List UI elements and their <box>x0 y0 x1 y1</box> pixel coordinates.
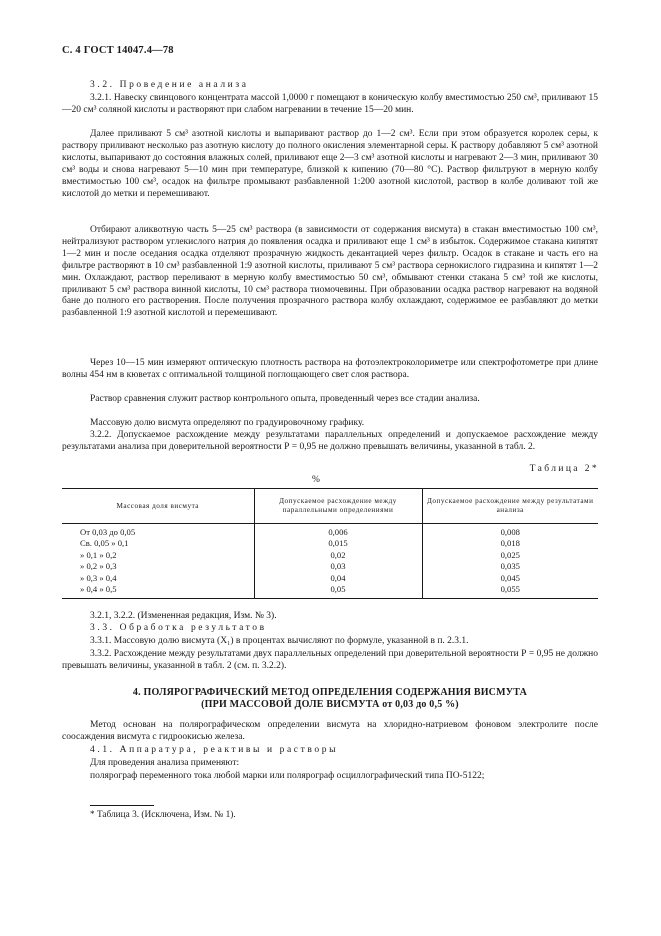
table-row <box>62 550 598 561</box>
table-unit: % <box>312 475 320 485</box>
cell-range: Св. 0,05 » 0,1 <box>80 538 129 549</box>
cell-range: От 0,03 до 0,05 <box>80 527 136 537</box>
revision-note: 3.2.1, 3.2.2. (Измененная редакция, Изм. № 3). <box>90 611 277 621</box>
paragraph-3-3-1: 3.3.1. Массовую долю висмута (X₁) в процентах вычисляют по формуле, указанной в п. 2.3.1. <box>90 636 469 646</box>
cell-parallel: 0,02 <box>254 550 422 561</box>
column-header-mass-fraction: Массовая доля висмута <box>62 489 254 524</box>
paragraph-calibration: Массовую долю висмута определяют по градуировочному графику. <box>90 418 365 428</box>
cell-range: » 0,1 » 0,2 <box>80 549 117 560</box>
table-row <box>62 573 598 584</box>
cell-range: » 0,2 » 0,3 <box>80 561 117 572</box>
cell-analysis: 0,018 <box>422 538 598 549</box>
paragraph-3-2-1: 3.2.1. Навеску свинцового концентрата массой 1,0000 г помещают в коническую колбу вместимостью 250 см³, приливают 15—20 см³ соляной кислоты и растворяют при слабом нагревании в течение 15—20 мин. <box>62 93 598 115</box>
cell-parallel: 0,006 <box>254 524 422 539</box>
section-4-1-heading: 4.1. Аппаратура, реактивы и растворы <box>90 745 339 755</box>
table-2-title: Таблица 2* <box>529 464 599 474</box>
cell-analysis: 0,055 <box>422 584 598 599</box>
cell-analysis: 0,045 <box>422 573 598 584</box>
paragraph-aliquot: Отбирают аликвотную часть 5—25 см³ раствора (в зависимости от содержания висмута) в стакан вместимостью 100 см³, нейтрализуют раствором углекислого натрия до появления осадка и приливают еще 1 см³ в избыток. Содержимое стакана кипятят 1—2 мин и после оседания осадка отделяют прозрачную жидкость декантацией через фильтр. Осадок в стакане и часть его на фильтре растворяют в 10 см³ разбавленной 1:9 азотной кислоты, приливают 5 см³ раствора сернокислого гидразина и кипятят 1—2 мин. Охлаждают, раствор переливают в мерную колбу вместимостью 50 см³, обмывают стенки стакана 5 см³ той же кислоты, приливают 5 см³ раствора винной кислоты, 10 см³ раствора тиомочевины. При образовании осадка раствор нагревают на водяной бане до полного его растворения. После получения прозрачного раствора колбу охлаждают, содержимое ее разбавляют до метки разбавленной 1:9 азотной кислотой и перемешивают. <box>62 225 598 319</box>
paragraph-reference-solution: Раствор сравнения служит раствор контрольного опыта, проведенный через все стадии анализа. <box>90 394 480 404</box>
table-row <box>62 561 598 572</box>
cell-range: » 0,4 » 0,5 <box>62 584 254 599</box>
paragraph-3-2-2: 3.2.2. Допускаемое расхождение между результатами параллельных определений и допускаемое расхождение между результатами анализа при доверительной вероятности Р = 0,95 не должно превышать величины, указанной в табл. 2. <box>62 430 598 452</box>
cell-analysis: 0,025 <box>422 550 598 561</box>
paragraph-3-3-2: 3.3.2. Расхождение между результатами двух параллельных определений при доверительной вероятности Р = 0,95 не должно превышать величины, указанной в табл. 2 (см. п. 3.2.2). <box>62 649 598 671</box>
cell-analysis: 0,035 <box>422 561 598 572</box>
table-row <box>62 584 598 599</box>
section-3-2-heading: 3.2. Проведение анализа <box>90 80 249 90</box>
cell-range: » 0,3 » 0,4 <box>80 572 117 583</box>
footnote: * Таблица 3. (Исключена, Изм. № 1). <box>90 810 236 820</box>
section-4-title <box>62 687 598 712</box>
table-row <box>62 524 598 539</box>
page-header: С. 4 ГОСТ 14047.4—78 <box>62 45 174 56</box>
table-row <box>62 538 598 549</box>
paragraph-optical-density: Через 10—15 мин измеряют оптическую плотность раствора на фотоэлектроколориметре или спектрофотометре при длине волны 454 нм в кюветах с оптимальной толщиной поглощающего свет слоя раствора. <box>62 358 598 380</box>
table-2 <box>62 488 598 599</box>
apply-line: Для проведения анализа применяют: <box>90 758 240 768</box>
column-header-analysis-results: Допускаемое расхождение между результатами анализа <box>422 489 598 524</box>
cell-parallel: 0,03 <box>254 561 422 572</box>
section-3-3-heading: 3.3. Обработка результатов <box>90 623 267 633</box>
equipment-item: полярограф переменного тока любой марки или полярограф осциллографический типа ПО-5122; <box>90 771 485 781</box>
paragraph-evaporation: Далее приливают 5 см³ азотной кислоты и выпаривают раствор до 1—2 см³. Если при этом образуется королек серы, к раствору приливают несколько раз азотную кислоту до полного окисления элементарной серы. К раствору добавляют 5 см³ азотной кислоты, выпаривают до состояния влажных солей, приливают еще 2—3 см³ азотной кислоты и нагревают 2—3 мин, приливают 30 см³ воды и снова нагревают 5—10 мин при температуре, близкой к кипению (70—80 °С). Раствор фильтруют в мерную колбу вместимостью 100 см³, осадок на фильтре промывают разбавленной 1:200 азотной кислотой, раствор в колбе доливают той же кислотой до метки и перемешивают. <box>62 129 598 199</box>
section-4-title-line-2: (ПРИ МАССОВОЙ ДОЛЕ ВИСМУТА от 0,03 до 0,5 %) <box>201 699 459 711</box>
section-4-intro: Метод основан на полярографическом определении висмута на хлоридно-натриевом фоновом электролите после соосаждения висмута с гидроокисью железа. <box>62 720 598 742</box>
column-header-parallel-determinations: Допускаемое расхождение между параллельными определениями <box>254 489 422 524</box>
section-4-title-line-1: 4. ПОЛЯРОГРАФИЧЕСКИЙ МЕТОД ОПРЕДЕЛЕНИЯ СОДЕРЖАНИЯ ВИСМУТА <box>132 687 528 698</box>
cell-analysis: 0,008 <box>422 524 598 539</box>
cell-parallel: 0,05 <box>254 584 422 599</box>
cell-parallel: 0,015 <box>254 538 422 549</box>
cell-parallel: 0,04 <box>254 573 422 584</box>
footnote-divider <box>90 805 154 806</box>
